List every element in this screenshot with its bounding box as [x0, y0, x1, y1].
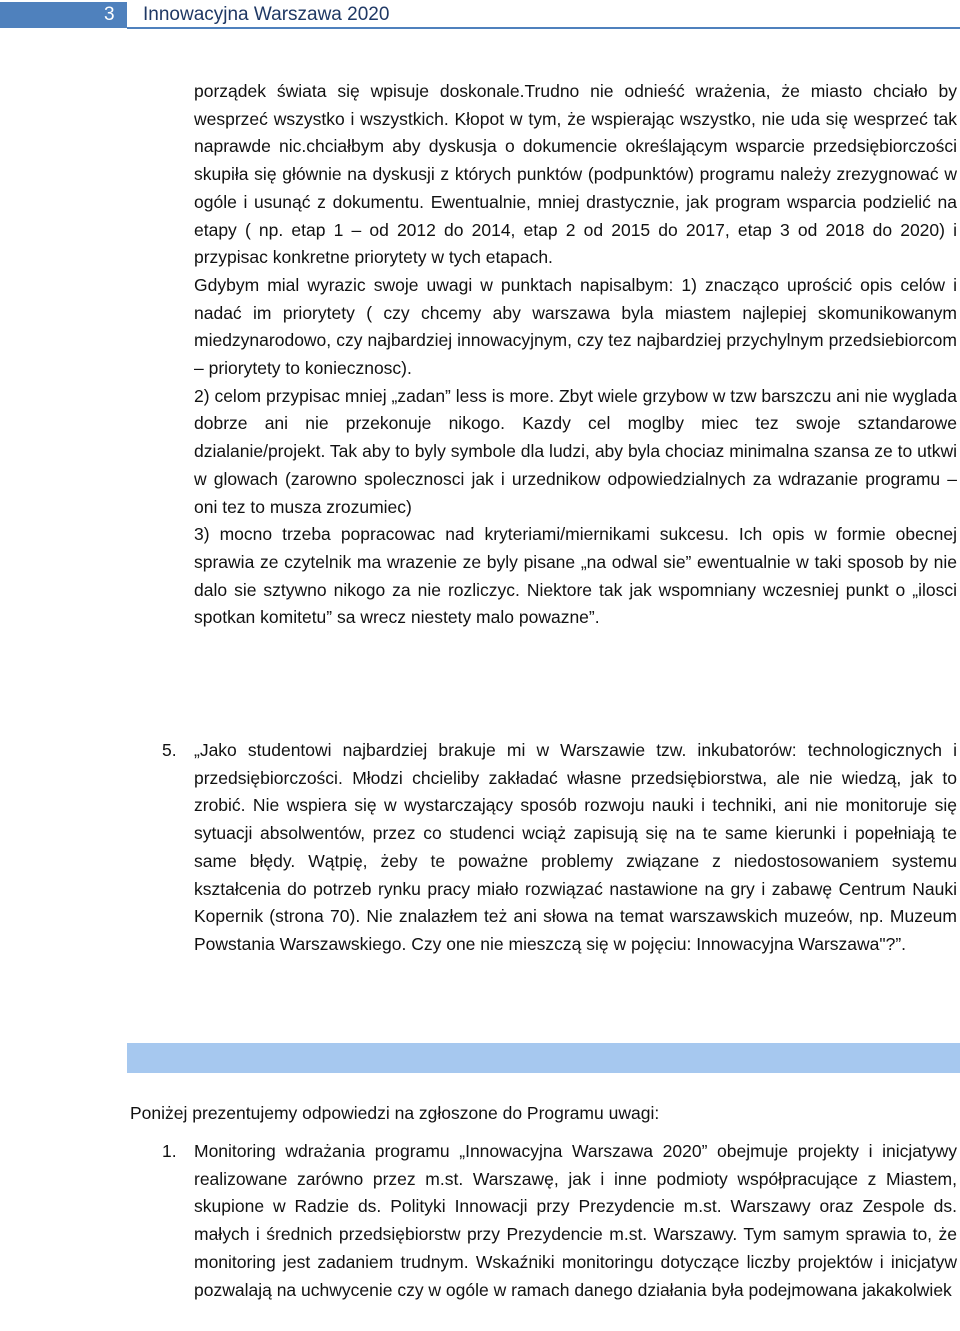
continuation-text	[194, 78, 957, 632]
paragraph-1: porządek świata się wpisuje doskonale.Trudno nie odnieść wrażenia, że miasto chciało by wesprzeć wszystko i wszystkich. Kłopot w tym, że wspierając wszystko, nie uda się wesprzeć tak naprawde nic.chciałbym aby dyskusja o dokumencie określającym wsparcie przedsiębiorczości skupiła się głównie na dyskusji z których punktów (podpunktów) programu należy zrezygnować w ogóle i usunąć z dokumentu. Ewentualnie, mniej drastycznie, jak program wsparcia podzielić na etapy ( np. etap 1 – od 2012 do 2014, etap 2 od 2015 do 2017, etap 3 od 2018 do 2020) i przypisac konkretne priorytety w tych etapach.	[194, 81, 957, 268]
item-5-number: 5.	[162, 740, 177, 760]
page-number-box	[0, 2, 127, 28]
header-title: Innowacyjna Warszawa 2020	[143, 4, 390, 25]
paragraph-3: 2) celom przypisac mniej „zadan” less is more. Zbyt wiele grzybow w tzw barszczu ani nie wyglada dobrze ani nie przekonuje nikogo. Kazdy cel moglby miec tez swoje sztandarowe dzialanie/projekt. Tak aby to byly symbole dla ludzi, aby byla chociaz minimalna szansa ze to utkwi w glowach (zarowno spolecznosci jak i urzednikow odpowiedzialnych za wdrazanie programu – oni tez to musza zrozumiec)	[194, 385, 957, 517]
header-rule	[127, 27, 960, 29]
answer-1-text: Monitoring wdrażania programu „Innowacyjna Warszawa 2020” obejmuje projekty i inicjatywy realizowane zarówno przez m.st. Warszawę, jak i inne podmioty współpracujące z Miastem, skupione w Radzie ds. Polityki Innowacji przy Prezydencie m.st. Warszawy oraz Zespole ds. małych i średnich przedsiębiorstw przy Prezydencie m.st. Warszawy. Tym samym sprawia to, że monitoring jest zadaniem trudnym. Wskaźniki monitoringu dotyczące liczby projektów i inicjatyw pozwalają na uchwycenie czy w ogóle w ramach danego działania była podejmowana jakakolwiek	[194, 1141, 957, 1300]
paragraph-4: 3) mocno trzeba popracowac nad kryteriami/miernikami sukcesu. Ich opis w formie obecnej sprawia ze czytelnik ma wrazenie ze byly pisane „na odwal sie” ewentualnie w taki sposob by nie dalo sie sztywno nikogo za nie rozliczyc. Niektore tak jak wspomniany wczesniej punkt o „ilosci spotkan komitetu” sa wrecz niestety malo powazne”.	[194, 524, 957, 628]
item-5-text: „Jako studentowi najbardziej brakuje mi w Warszawie tzw. inkubatorów: technologicznych i przedsiębiorczości. Młodzi chcieliby zakładać własne przedsiębiorstwa, ale nie wiedzą, jak to zrobić. Nie wspiera się w wystarczający sposób rozwoju nauki i techniki, ani nie monitoruje się sytuacji absolwentów, przez co studenci wciąż zapisują się na te same kierunki i popełniają te same błędy. Wątpię, żeby te poważne problemy związane z niedostosowaniem systemu kształcenia do potrzeb rynku pracy miało rozwiązać nastawione na gry i zabawę Centrum Nauki Kopernik (strona 70). Nie znalazłem też ani słowa na temat warszawskich muzeów, np. Muzeum Powstania Warszawskiego. Czy one nie mieszczą się w pojęciu: Innowacyjna Warszawa"?”.	[194, 740, 957, 954]
page-number: 3	[104, 4, 115, 25]
paragraph-2: Gdybym mial wyrazic swoje uwagi w punktach napisalbym: 1) znacząco uprościć opis celów i nadać im priorytety ( czy chcemy aby warszawa byla miastem najlepiej skomunikowanym miedzynarodowo, czy najbardziej innowacyjnym, czy tez najbardziej przychylnym przedsiebiorcom – priorytety to koniecznosc).	[194, 274, 957, 379]
answer-1-number: 1.	[162, 1141, 177, 1161]
answers-intro: Poniżej prezentujemy odpowiedzi na zgłoszone do Programu uwagi:	[130, 1103, 660, 1123]
page-header	[0, 0, 960, 30]
section-divider-bar	[127, 1043, 960, 1073]
